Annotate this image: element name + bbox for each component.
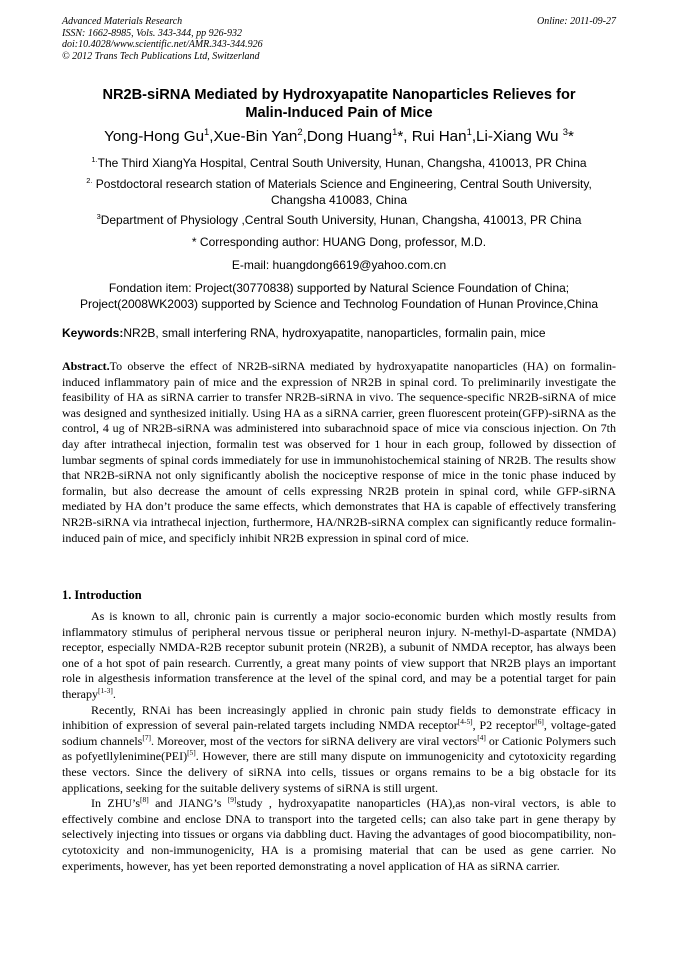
intro-paragraph-1 [62,609,616,703]
citation: [5] [187,748,196,758]
paragraph-text: . However, there are still many dispute on immunogenicity and cytotoxicity regarding these vectors. Since the delivery of siRNA into cells, tissues or organs remains to be a big obstacle for its applications, seeking for the suitable delivery systems of siRNA is still urgent. [62,749,616,795]
citation: [7] [142,732,152,742]
keywords-label: Keywords: [62,326,124,340]
abstract-text: To observe the effect of NR2B-siRNA mediated by hydroxyapatite nanoparticles (HA) on formalin-induced inflammatory pain of mice and the expression of NR2B in spinal cord. To preliminarily investigate the feasibility of HA as siRNA carrier to transfer NR2B-siRNA in vivo. The sequence-specific NR2B-siRNA of mice was designed and synthesized initially. Using HA as a siRNA carrier, green fluorescent protein(GFP)-siRNA as the control, 4 ug of NR2B-siRNA was administered into subarachnoid space of mice via conscious injection. On 7th day after intrathecal injection, formalin test was observed for 1 hour in each group, followed by dissection of lumbar segments of spinal cords immediately for use in immunohistochemical staining of NR2B. The results show that NR2B-siRNA not only significantly abolish the nociceptive response of mice in the tonic phase induced by formalin, but also decrease the amount of cells expressing NR2B protein in spinal cord, while GFP-siRNA mediated by HA don’t produce the same effects, which demonstrates that HA is capable of effectively transfering NR2B-siRNA via intrathecal injection, furthermore, HA/NR2B-siRNA complex can significantly reduce formalin-induced pain of mice, and specificly inhibit NR2B expression in spinal cord of mice. [62,359,616,545]
affil-text: Postdoctoral research station of Materials Science and Engineering, Central South University, [92,177,592,191]
title-line-1: NR2B-siRNA Mediated by Hydroxyapatite Nanoparticles Relieves for [102,87,576,103]
affiliation-3 [62,212,616,228]
author-affil-mark: 1 [392,125,398,137]
affil-text: Department of Physiology ,Central South University, Hunan, Changsha, 410013, PR China [100,213,582,227]
section-heading-introduction: 1. Introduction [62,588,142,602]
citation: [4] [477,732,486,742]
paragraph-text: In ZHU’s [91,796,141,811]
journal-name: Advanced Materials Research [62,16,183,27]
affil-text: The Third XiangYa Hospital, Central South University, Hunan, Changsha, 410013, PR China [97,156,587,170]
keywords [62,325,616,341]
author-name: Yong-Hong Gu [104,128,205,145]
funding [62,280,616,312]
funding-line-2: Project(2008WK2003) supported by Science and Technolog Foundation of Hunan Province,China [79,297,599,311]
corresponding-author: * Corresponding author: HUANG Dong, professor, M.D. [191,235,487,249]
keywords-text: NR2B, small interfering RNA, hydroxyapatite, nanoparticles, formalin pain, mice [123,326,546,340]
affil-text-line-2: Changsha 410083, China [270,193,408,207]
copyright-line: © 2012 Trans Tech Publications Ltd, Switzerland [62,50,260,62]
paragraph-text: , P2 receptor [472,718,536,733]
author-affil-mark: 3 [562,125,568,137]
online-date: Online: 2011-09-27 [537,16,616,27]
abstract-label: Abstract. [62,359,110,373]
intro-paragraph-2 [62,703,616,797]
paper-title [62,86,616,122]
author-affil-mark: 2 [297,125,303,137]
affil-mark: 1. [91,155,98,164]
doi-line: doi:10.4028/www.scientific.net/AMR.343-344.926 [62,39,263,50]
affil-mark: 2. [86,176,93,185]
intro-paragraph-3 [62,796,616,874]
author-name: ,Dong Huang [302,128,393,145]
introduction-body [62,609,616,874]
paragraph-text: As is known to all, chronic pain is currently a major socio-economic burden which mostly results from inflammatory stimulus of peripheral nervous tissue or peripheral neuron injury. N-methyl-D-aspartate (NMDA) receptor, especially NMDA-R2B receptor subunit protein (NR2B), a subunit of NMDA receptor, has always been one of a hot spot of pain research. Currently, a great many points of view support that NR2B plays an important role in algesthesis information transference at the level of the spinal cord, and may be a potential target for pain therapy [62,609,616,701]
author-name: ,Xue-Bin Yan [209,128,298,145]
paragraph-text: , voltage-gated sodium channels [62,718,616,748]
author-name: ,Li-Xiang Wu [471,128,563,145]
funding-line-1: Fondation item: Project(30770838) supported by Natural Science Foundation of China; [108,281,570,295]
affiliation-1 [62,155,616,171]
citation: [8] [140,795,149,805]
journal-header [62,16,616,62]
abstract [62,359,616,546]
paragraph-text: Recently, RNAi has been increasingly applied in chronic pain study fields to demonstrate efficacy in inhibition of expression of several pain-related targets including NMDA receptor [62,702,616,733]
author-affil-mark: 1 [466,125,472,137]
corresponding-mark: * [567,128,574,145]
email-line: E-mail: huangdong6619@yahoo.com.cn [231,258,447,272]
author-list [62,127,616,147]
paragraph-text: . Moreover, most of the vectors for siRNA delivery are viral vectors [151,733,478,748]
issn-line: ISSN: 1662-8985, Vols. 343-344, pp 926-932 [62,27,242,39]
paragraph-text: study , hydroxyapatite nanoparticles (HA),as non-viral vectors, is able to effectively combine and enclose DNA to transport into the targeted cells; can also take part in gene therapy by selectively injecting into tissues or organs via dabbling duct. Having the advantages of good biocompatibility, non-cytotoxicity and non-immunogenicity, HA is a promising material that can be used as gene carrier. No experiments, however, has yet been reported demonstrating a novel application of HA as siRNA carrier. [62,796,616,873]
citation: [4-5] [457,717,473,727]
paragraph-text: . [112,686,116,701]
paragraph-text: or Cationic Polymers such as pofyetllylenimine(PEI) [62,733,616,764]
citation: [1-3] [97,685,113,695]
author-affil-mark: 1 [204,125,210,137]
paragraph-text: and JIANG’s [148,796,228,811]
affil-mark: 3 [96,212,101,221]
citation: [6] [535,717,544,727]
citation: [9] [227,795,237,805]
author-name: *, Rui Han [397,128,467,145]
title-line-2: Malin-Induced Pain of Mice [245,105,433,121]
affiliation-2 [62,176,616,208]
